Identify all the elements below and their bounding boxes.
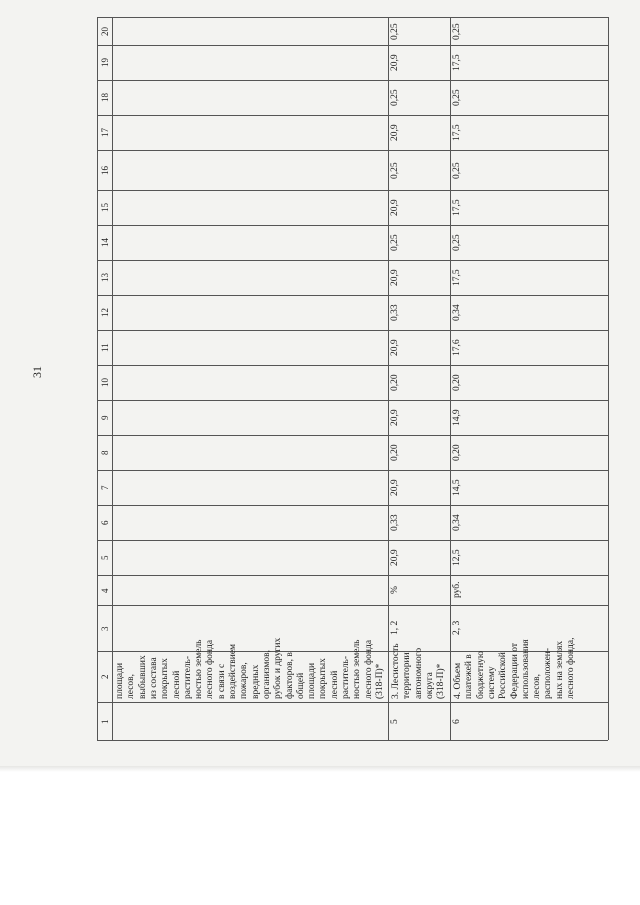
- row-value-col-11: 20,9: [390, 339, 400, 356]
- row-name-line: 3. Лесистость: [391, 643, 401, 699]
- row-name-line: ностью земель: [352, 639, 363, 699]
- row-value-col-10: 0,20: [452, 374, 462, 391]
- header-cell-5: 5: [100, 555, 110, 560]
- row-value-col-18: 0,25: [452, 89, 462, 106]
- row-value-col-7: 20,9: [390, 479, 400, 496]
- page-number: 31: [30, 366, 44, 378]
- row-name-line: раститель-: [182, 655, 193, 699]
- header-cell-18: 18: [100, 93, 110, 102]
- row-value-col-18: 0,25: [390, 89, 400, 106]
- row-value-col-12: 0,33: [390, 304, 400, 321]
- table-column-border: [97, 540, 608, 541]
- header-cell-20: 20: [100, 26, 110, 36]
- row-name-line: лесов,: [532, 673, 543, 699]
- row-name-line: 4. Объем: [453, 662, 463, 699]
- row-value-col-8: 0,20: [390, 444, 400, 461]
- header-cell-9: 9: [100, 415, 110, 420]
- table-column-border: [97, 575, 608, 576]
- row-name-line: ностью земель: [194, 639, 205, 699]
- row-name-line: расположен-: [543, 647, 554, 699]
- row-name-line: площади: [307, 662, 318, 699]
- row-value-col-8: 0,20: [452, 444, 462, 461]
- table-column-border: [97, 225, 608, 226]
- scan-edge: [0, 766, 640, 772]
- table-column-border: [97, 400, 608, 401]
- header-cell-12: 12: [100, 308, 110, 317]
- table-column-border: [97, 605, 608, 606]
- row-name-line: территории: [402, 652, 413, 699]
- table-row-border: [112, 17, 113, 740]
- row-name-line: лесов,: [126, 673, 137, 699]
- row-name-line: лесного фонда,: [566, 637, 576, 699]
- table-column-border: [97, 470, 608, 471]
- row-value-col-20: 0,25: [452, 22, 462, 40]
- table-column-border: [97, 80, 608, 81]
- header-cell-17: 17: [100, 128, 110, 137]
- row-name-line: Федерации от: [509, 642, 520, 699]
- header-cell-6: 6: [100, 520, 110, 525]
- row-value-col-6: 0,34: [452, 514, 462, 531]
- header-cell-7: 7: [100, 485, 110, 490]
- header-cell-19: 19: [100, 58, 110, 67]
- row-value-col-12: 0,34: [452, 304, 462, 321]
- row-name-line: использования: [520, 639, 531, 699]
- row-value-col-4: %: [390, 586, 400, 594]
- row-name-line: рубок и других: [273, 637, 284, 699]
- row-value-col-14: 0,25: [452, 234, 462, 251]
- row-value-col-20: 0,25: [390, 22, 400, 40]
- header-cell-2: 2: [100, 674, 110, 679]
- header-cell-16: 16: [100, 165, 110, 175]
- header-cell-11: 11: [100, 343, 110, 352]
- row-value-col-10: 0,20: [390, 374, 400, 391]
- row-value-col-5: 20,9: [390, 549, 400, 566]
- header-cell-8: 8: [100, 450, 110, 455]
- row-index: 6: [452, 718, 462, 724]
- row-value-col-14: 0,25: [390, 234, 400, 251]
- header-cell-10: 10: [100, 378, 110, 387]
- row-name-line: (318-П)*: [436, 663, 447, 699]
- row-value-col-15: 17,5: [452, 199, 462, 216]
- row-name-line: автономного: [413, 647, 424, 699]
- row-value-col-16: 0,25: [390, 161, 400, 179]
- row-value-col-6: 0,33: [390, 514, 400, 531]
- table-row-border: [450, 17, 451, 740]
- row-value-col-17: 20,9: [390, 124, 400, 141]
- row-value-col-13: 17,5: [452, 269, 462, 286]
- header-cell-13: 13: [100, 273, 110, 282]
- table-column-border: [97, 260, 608, 261]
- row-name-line: из состава: [148, 657, 159, 699]
- table-row-border: [388, 17, 389, 740]
- row-value-col-7: 14,5: [452, 479, 462, 496]
- table-column-border: [97, 740, 608, 741]
- table-column-border: [97, 505, 608, 506]
- row-name-line: лесного фонда: [205, 639, 216, 699]
- row-name-line: лесной: [329, 670, 340, 699]
- row-name-line: платежей в: [464, 654, 475, 699]
- row-value-col-9: 20,9: [390, 409, 400, 426]
- row-name-line: ных на землях: [554, 640, 565, 699]
- row-name-line: округа: [424, 672, 435, 699]
- row-value-col-15: 20,9: [390, 199, 400, 216]
- header-cell-4: 4: [100, 588, 110, 593]
- row-name-line: организмов,: [261, 649, 272, 699]
- row-index: 5: [390, 718, 400, 724]
- row-name-line: общей: [295, 672, 306, 699]
- row-name-line: площади: [115, 662, 125, 699]
- table-column-border: [97, 190, 608, 191]
- row-value-col-5: 12,5: [452, 549, 462, 566]
- header-cell-1: 1: [100, 719, 110, 724]
- row-value-col-17: 17,5: [452, 124, 462, 141]
- row-name-line: раститель-: [341, 655, 351, 699]
- row-name-line: лесной: [171, 670, 182, 699]
- row-value-col-11: 17,6: [452, 339, 462, 356]
- table-column-border: [97, 365, 608, 366]
- row-value-col-4: руб.: [452, 581, 462, 598]
- row-name-line: (318-П)*: [374, 663, 385, 699]
- row-value-col-16: 0,25: [452, 161, 462, 179]
- row-value-col-19: 17,5: [452, 54, 462, 71]
- row-name-line: покрытых: [318, 658, 329, 699]
- row-name-line: Российской: [498, 652, 509, 699]
- row-name-line: систему: [486, 666, 497, 699]
- table-column-border: [97, 702, 608, 703]
- table-column-border: [97, 150, 608, 151]
- header-cell-3: 3: [100, 626, 110, 631]
- table-column-border: [97, 17, 608, 18]
- table-row-border: [608, 17, 609, 740]
- table-column-border: [97, 330, 608, 331]
- row-value-col-9: 14,9: [452, 409, 462, 426]
- row-value-col-19: 20,9: [390, 54, 400, 71]
- row-name-line: воздействием: [228, 643, 238, 699]
- header-cell-14: 14: [100, 238, 110, 247]
- row-name-line: в связи с: [216, 663, 227, 699]
- table-row-border: [97, 17, 98, 740]
- row-name-line: покрытых: [160, 658, 171, 699]
- row-name-line: лесного фонда: [363, 639, 374, 699]
- row-value-col-3: 2, 3: [452, 620, 462, 635]
- row-name-line: факторов, в: [284, 652, 295, 699]
- header-cell-15: 15: [100, 203, 110, 212]
- row-name-line: вредных: [250, 664, 261, 699]
- row-name-line: бюджетную: [475, 650, 486, 699]
- row-name-line: выбывших: [137, 655, 148, 699]
- row-value-col-3: 1, 2: [390, 620, 400, 635]
- table-column-border: [97, 115, 608, 116]
- row-name-line: пожаров,: [239, 662, 250, 699]
- table-column-border: [97, 45, 608, 46]
- table-column-border: [97, 295, 608, 296]
- table-column-border: [97, 435, 608, 436]
- row-value-col-13: 20,9: [390, 269, 400, 286]
